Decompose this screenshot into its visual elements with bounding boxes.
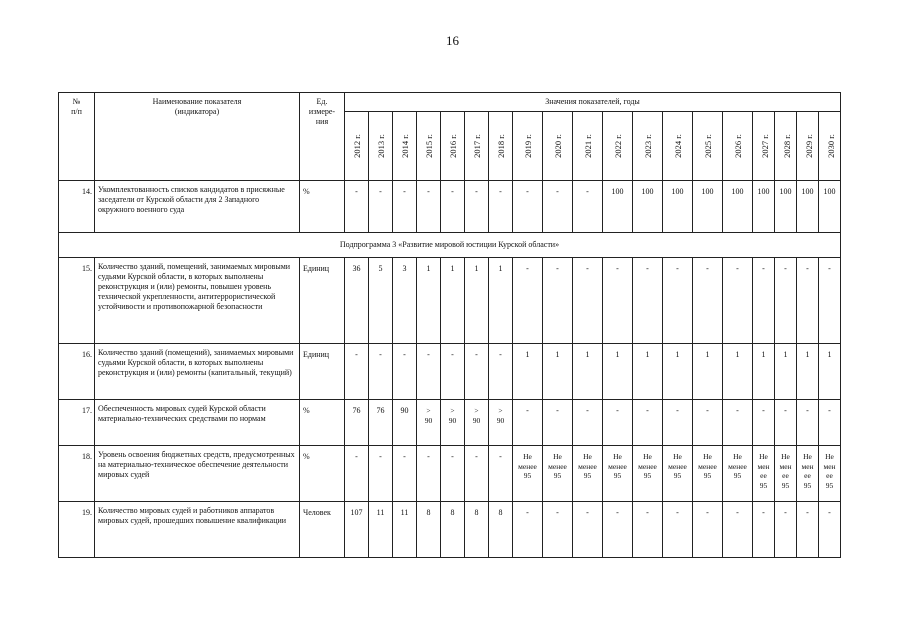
value-cell: 1 [513,344,543,400]
value-cell: - [573,400,603,446]
header-name: Наименование показателя (индикатора) [95,93,300,181]
value-cell: - [543,258,573,344]
year-label: 2029 г. [803,133,814,158]
value-cell: 1 [441,258,465,344]
value-cell: - [693,400,723,446]
value-cell: 1 [775,344,797,400]
value-cell: - [573,502,603,558]
value-cell: 8 [465,502,489,558]
year-header [723,112,753,181]
year-header [819,112,841,181]
value-cell: 100 [693,181,723,233]
subprogram-row [59,233,841,258]
value-cell: 1 [573,344,603,400]
value-cell: Не мен ее 95 [775,446,797,502]
value-cell: - [775,502,797,558]
year-label: 2025 г. [702,133,713,158]
value-cell: - [797,400,819,446]
value-cell: - [797,502,819,558]
year-header [693,112,723,181]
row-number: 17. [59,400,95,446]
value-cell: - [693,502,723,558]
value-cell: - [441,181,465,233]
value-cell: 76 [369,400,393,446]
value-cell: 100 [663,181,693,233]
value-cell: - [573,181,603,233]
value-cell: Не менее 95 [633,446,663,502]
value-cell: - [693,258,723,344]
year-header [441,112,465,181]
value-cell: Не менее 95 [573,446,603,502]
value-cell: - [441,446,465,502]
value-cell: 1 [543,344,573,400]
value-cell: Не менее 95 [723,446,753,502]
value-cell: - [513,400,543,446]
year-header [513,112,543,181]
year-header [573,112,603,181]
value-cell: - [417,181,441,233]
value-cell: - [465,344,489,400]
year-label: 2028 г. [781,133,792,158]
value-cell: - [543,502,573,558]
value-cell: - [345,181,369,233]
year-label: 2020 г. [552,133,563,158]
value-cell: 100 [819,181,841,233]
year-label: 2018 г. [495,133,506,158]
value-cell: - [417,446,441,502]
header-unit: Ед. измере- ния [300,93,345,181]
table-row [59,400,841,446]
year-label: 2026 г. [732,133,743,158]
value-cell: > 90 [489,400,513,446]
value-cell: - [489,181,513,233]
value-cell: Не мен ее 95 [797,446,819,502]
value-cell: - [663,258,693,344]
subprogram-title: Подпрограмма 3 «Развитие мировой юстиции Курской области» [59,233,841,258]
value-cell: - [633,400,663,446]
year-header [543,112,573,181]
value-cell: - [393,344,417,400]
value-cell: - [753,258,775,344]
value-cell: 8 [441,502,465,558]
value-cell: - [393,446,417,502]
value-cell: - [513,258,543,344]
unit-cell: % [300,181,345,233]
year-label: 2014 г. [399,133,410,158]
table-row [59,502,841,558]
year-label: 2027 г. [759,133,770,158]
row-number: 16. [59,344,95,400]
value-cell: - [543,400,573,446]
value-cell: - [723,400,753,446]
value-cell: - [633,502,663,558]
year-label: 2015 г. [423,133,434,158]
value-cell: - [663,502,693,558]
value-cell: - [513,181,543,233]
value-cell: 5 [369,258,393,344]
year-label: 2017 г. [471,133,482,158]
value-cell: 100 [633,181,663,233]
value-cell: - [775,400,797,446]
value-cell: 1 [633,344,663,400]
value-cell: 8 [489,502,513,558]
value-cell: - [369,446,393,502]
value-cell: - [603,258,633,344]
value-cell: 8 [417,502,441,558]
value-cell: 11 [393,502,417,558]
value-cell: - [723,258,753,344]
unit-cell: % [300,400,345,446]
table-row [59,344,841,400]
value-cell: Не менее 95 [663,446,693,502]
indicator-name: Укомплектованность списков кандидатов в присяжные заседатели от Курской области для 2 Западного окружного военного суда [95,181,300,233]
value-cell: - [603,502,633,558]
value-cell: Не менее 95 [543,446,573,502]
value-cell: 3 [393,258,417,344]
year-label: 2016 г. [447,133,458,158]
year-header [797,112,819,181]
value-cell: 1 [663,344,693,400]
value-cell: - [417,344,441,400]
year-header [633,112,663,181]
value-cell: 1 [465,258,489,344]
year-header [393,112,417,181]
value-cell: Не менее 95 [513,446,543,502]
indicator-name: Количество зданий (помещений), занимаемых мировыми судьями Курской области, в которых выполнены реконструкция и (или) ремонты (капитальный, текущий) [95,344,300,400]
value-cell: - [573,258,603,344]
value-cell: - [723,502,753,558]
unit-cell: Единиц [300,344,345,400]
value-cell: 36 [345,258,369,344]
value-cell: 100 [753,181,775,233]
value-cell: 100 [723,181,753,233]
value-cell: 100 [603,181,633,233]
value-cell: 100 [797,181,819,233]
unit-cell: Единиц [300,258,345,344]
value-cell: - [465,181,489,233]
value-cell: 1 [723,344,753,400]
table-row [59,258,841,344]
value-cell: - [393,181,417,233]
value-cell: - [633,258,663,344]
value-cell: - [345,344,369,400]
value-cell: - [489,344,513,400]
value-cell: - [543,181,573,233]
value-cell: > 90 [441,400,465,446]
value-cell: - [797,258,819,344]
value-cell: 11 [369,502,393,558]
value-cell: - [753,400,775,446]
header-values: Значения показателей, годы [345,93,841,112]
year-label: 2019 г. [522,133,533,158]
value-cell: 1 [753,344,775,400]
row-number: 18. [59,446,95,502]
value-cell: - [369,344,393,400]
value-cell: Не мен ее 95 [819,446,841,502]
year-header [417,112,441,181]
unit-cell: Человек [300,502,345,558]
year-label: 2012 г. [351,133,362,158]
year-header [775,112,797,181]
year-header [489,112,513,181]
value-cell: Не менее 95 [603,446,633,502]
year-header [345,112,369,181]
table-row [59,181,841,233]
row-number: 14. [59,181,95,233]
year-label: 2022 г. [612,133,623,158]
value-cell: - [819,502,841,558]
indicator-name: Обеспеченность мировых судей Курской области материально-технических средствами по нормам [95,400,300,446]
value-cell: - [513,502,543,558]
value-cell: - [663,400,693,446]
indicator-name: Уровень освоения бюджетных средств, предусмотренных на материально-техническое обеспечение деятельности мировых судей [95,446,300,502]
value-cell: > 90 [417,400,441,446]
year-header [369,112,393,181]
value-cell: - [465,446,489,502]
indicators-table [58,92,841,558]
value-cell: - [441,344,465,400]
year-header [465,112,489,181]
unit-cell: % [300,446,345,502]
value-cell: - [603,400,633,446]
value-cell: - [753,502,775,558]
year-label: 2030 г. [825,133,836,158]
value-cell: - [369,181,393,233]
table-row [59,446,841,502]
value-cell: - [775,258,797,344]
value-cell: 90 [393,400,417,446]
year-header [753,112,775,181]
row-number: 15. [59,258,95,344]
value-cell: 1 [693,344,723,400]
value-cell: 1 [797,344,819,400]
year-label: 2024 г. [672,133,683,158]
value-cell: 1 [603,344,633,400]
year-label: 2021 г. [582,133,593,158]
row-number: 19. [59,502,95,558]
indicator-name: Количество мировых судей и работников аппаратов мировых судей, прошедших повышение квалификации [95,502,300,558]
indicator-name: Количество зданий, помещений, занимаемых мировыми судьями Курской области, в которых выполнены реконструкция и (или) ремонты, повышен уровень технической укрепленности, антитеррористической устойчивости и противопожарной безопасности [95,258,300,344]
value-cell: Не менее 95 [693,446,723,502]
value-cell: 76 [345,400,369,446]
value-cell: Не мен ее 95 [753,446,775,502]
value-cell: 1 [489,258,513,344]
value-cell: - [489,446,513,502]
year-label: 2023 г. [642,133,653,158]
year-label: 2013 г. [375,133,386,158]
value-cell: - [345,446,369,502]
page-number: 16 [446,33,459,48]
value-cell: 107 [345,502,369,558]
value-cell: 1 [819,344,841,400]
header-num: № п/п [59,93,95,181]
value-cell: - [819,258,841,344]
value-cell: 1 [417,258,441,344]
value-cell: - [819,400,841,446]
value-cell: > 90 [465,400,489,446]
value-cell: 100 [775,181,797,233]
year-header [663,112,693,181]
year-header [603,112,633,181]
